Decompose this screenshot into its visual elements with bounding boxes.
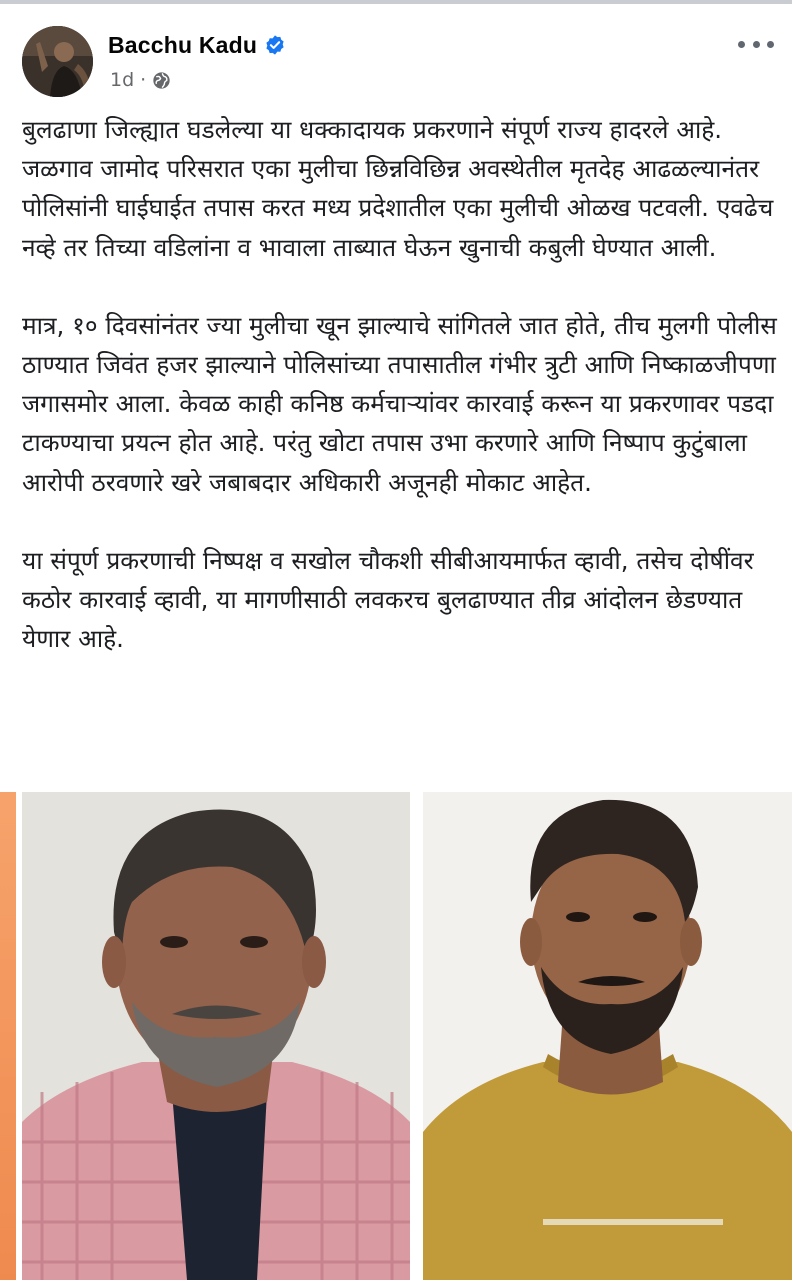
more-dot — [753, 41, 760, 48]
profile-avatar-icon — [22, 26, 93, 97]
author-avatar[interactable] — [22, 26, 93, 97]
post-body — [22, 110, 777, 658]
post-paragraph: मात्र, १० दिवसांनंतर ज्या मुलीचा खून झाल्याचे सांगितले जात होते, तीच मुलगी पोलीस ठाण्यात जिवंत हजर झाल्याने पोलिसांच्या तपासातील गंभीर त्रुटी आणि निष्काळजीपणा जगासमोर आला. केवळ काही कनिष्ठ कर्मचाऱ्यांवर कारवाई करून या प्रकरणावर पडदा टाकण्याचा प्रयत्न होत आहे. परंतु खोटा तपास उभा करणारे आणि निष्पाप कुटुंबाला आरोपी ठरवणारे खरे जबाबदार अधिकारी अजूनही मोकाट आहेत. — [22, 310, 777, 497]
photo-young-man[interactable] — [423, 792, 792, 1280]
more-options-icon[interactable] — [738, 38, 774, 50]
more-dot — [767, 41, 774, 48]
post-paragraph: या संपूर्ण प्रकरणाची निष्पक्ष व सखोल चौकशी सीबीआयमार्फत व्हावी, तसेच दोषींवर कठोर कारवाई व्हावी, या मागणीसाठी लवकरच बुलढाण्यात तीव्र आंदोलन छेडण्यात येणार आहे. — [22, 545, 754, 654]
post-meta — [110, 68, 171, 92]
author-name[interactable]: Bacchu Kadu — [108, 31, 258, 58]
post-time[interactable]: 1d — [110, 69, 135, 91]
more-dot — [738, 41, 745, 48]
author-row — [108, 30, 286, 60]
post-media — [0, 792, 792, 1280]
photo-illustration — [22, 792, 410, 1280]
previous-media-edge — [0, 792, 16, 1280]
globe-icon[interactable] — [152, 71, 171, 90]
post-header — [0, 4, 792, 100]
meta-separator: · — [140, 69, 147, 91]
verified-badge-icon — [264, 34, 286, 56]
post-paragraph: बुलढाणा जिल्ह्यात घडलेल्या या धक्कादायक प्रकरणाने संपूर्ण राज्य हादरले आहे. जळगाव जामोद परिसरात एका मुलीचा छिन्नविछिन्न अवस्थेतील मृतदेह आढळल्यानंतर पोलिसांनी घाईघाईत तपास करत मध्य प्रदेशातील एका मुलीची ओळख पटवली. एवढेच नव्हे तर तिच्या वडिलांना व भावाला ताब्यात घेऊन खुनाची कबुली घेण्यात आली. — [22, 115, 774, 262]
photo-older-man[interactable] — [22, 792, 410, 1280]
photo-illustration — [423, 792, 792, 1280]
